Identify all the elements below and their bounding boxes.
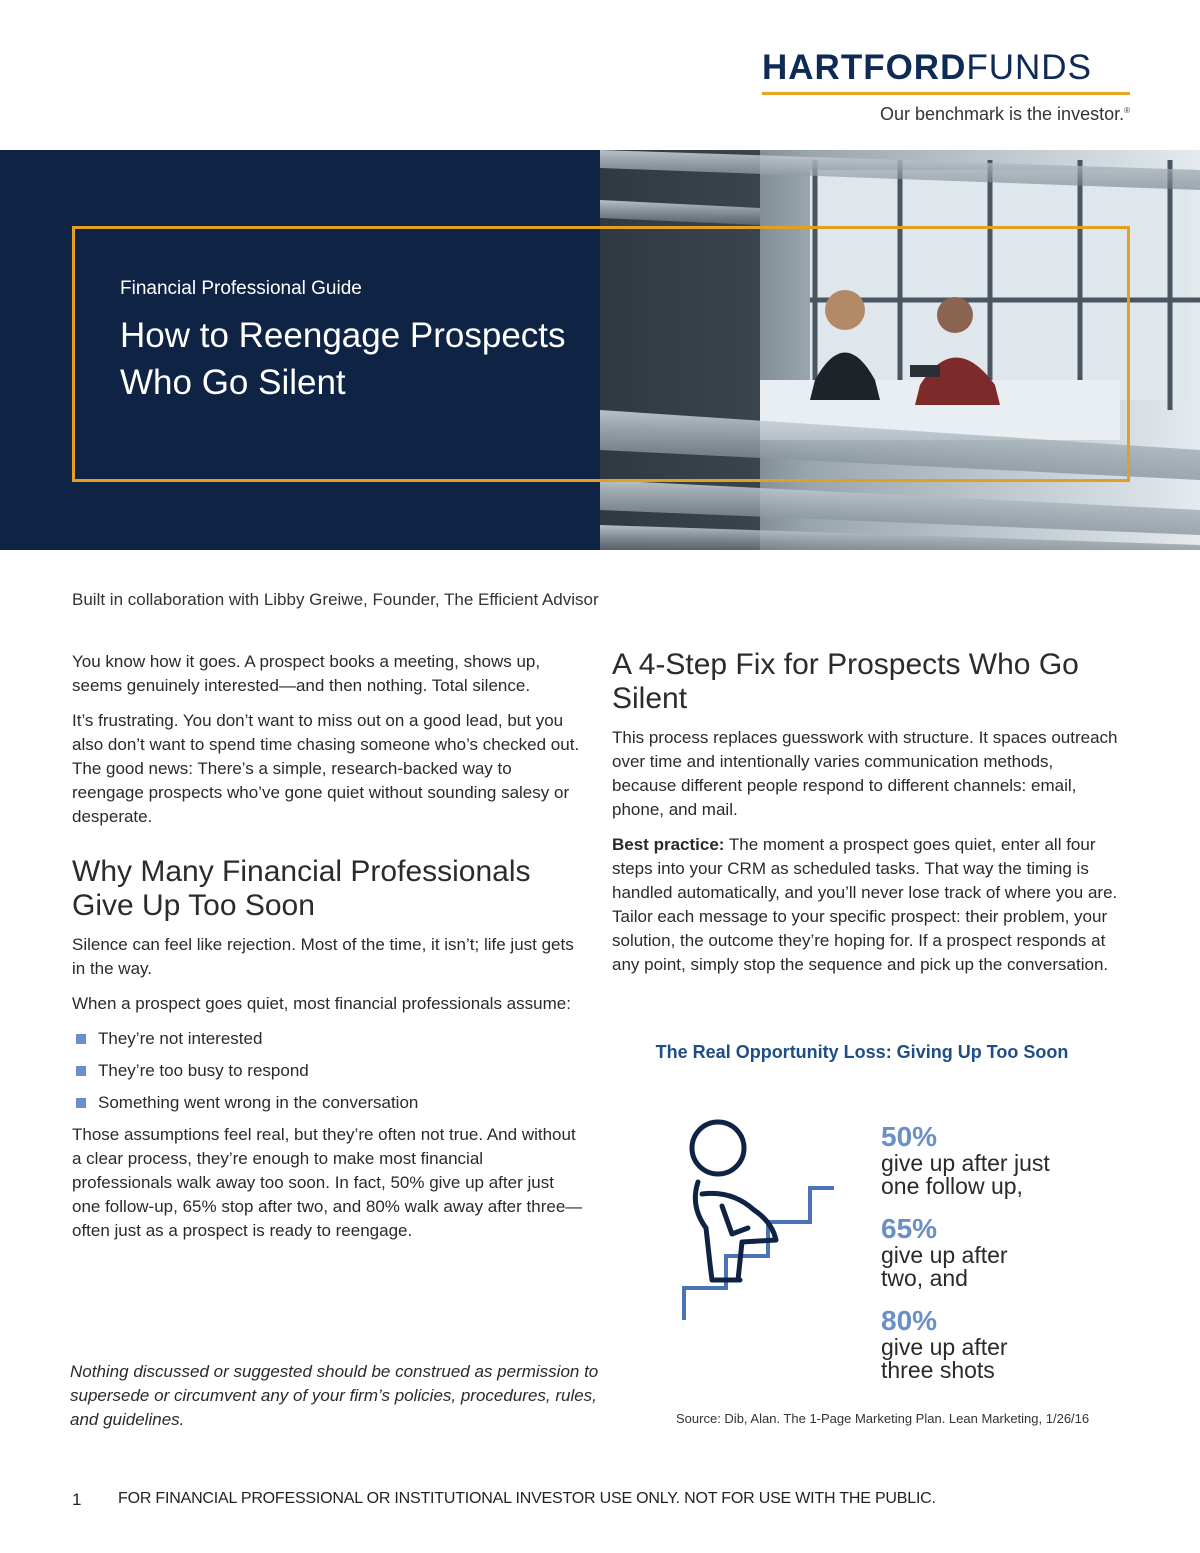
guide-label: Financial Professional Guide — [120, 278, 362, 299]
bullet-square-icon — [76, 1034, 86, 1044]
stat-percent: 50% — [881, 1121, 938, 1152]
logo-wordmark: HARTFORDFUNDS — [762, 48, 1092, 87]
stat-description-1: give up after just — [881, 1150, 1050, 1176]
stat-description-2: one follow up, — [881, 1173, 1023, 1199]
stat-percent: 65% — [881, 1213, 938, 1244]
collaboration-credit: Built in collaboration with Libby Greiwe, Founder, The Efficient Advisor — [72, 590, 599, 609]
assume-paragraph: When a prospect goes quiet, most financial professionals assume: — [72, 994, 571, 1013]
frustration-paragraph: It’s frustrating. You don’t want to miss out on a good lead, but you also don’t want to spend time chasing someone who’s checked out. The good news: There’s a simple, research-backed way to reengage prospects who’ve gone quiet without sounding salesy or desperate. — [72, 711, 580, 826]
stat-65 — [881, 1214, 1141, 1290]
list-item: They’re not interested — [72, 1027, 584, 1051]
assumptions-paragraph: Those assumptions feel real, but they’re often not true. And without a clear process, they’re enough to make most financial professionals walk away too soon. In fact, 50% give up after just one follow-up, 65% stop after two, and 80% walk away after three—often just as a prospect is ready to reengage. — [72, 1125, 583, 1240]
bullet-square-icon — [76, 1098, 86, 1108]
silence-paragraph: Silence can feel like rejection. Most of the time, it isn’t; life just gets in the way. — [72, 935, 574, 978]
stat-description-1: give up after — [881, 1242, 1008, 1268]
stat-percent: 80% — [881, 1305, 938, 1336]
stat-description-2: three shots — [881, 1357, 995, 1383]
page-number: 1 — [72, 1490, 82, 1509]
assumptions-list — [72, 1027, 584, 1115]
disclaimer: Nothing discussed or suggested should be construed as permission to supersede or circumvent any of your firm’s policies, procedures, rules, and guidelines. — [70, 1362, 599, 1429]
stat-description-1: give up after — [881, 1334, 1008, 1360]
logo-rule — [762, 92, 1130, 95]
stat-80 — [881, 1306, 1141, 1382]
person-on-stairs-icon — [672, 1110, 852, 1330]
process-paragraph: This process replaces guesswork with structure. It spaces outreach over time and intentionally varies communication methods, because different people respond to different channels: email, phone, and mail. — [612, 728, 1118, 819]
bullet-square-icon — [76, 1066, 86, 1076]
infographic-title: The Real Opportunity Loss: Giving Up Too Soon — [655, 1042, 1069, 1062]
list-item: They’re too busy to respond — [72, 1059, 584, 1083]
four-step-heading: A 4-Step Fix for Prospects Who Go Silent — [612, 648, 1079, 715]
left-column — [72, 650, 584, 1254]
hartford-funds-logo — [762, 48, 1130, 125]
stat-50 — [881, 1122, 1141, 1198]
best-practice-label: Best practice: — [612, 835, 725, 854]
source-citation: Source: Dib, Alan. The 1-Page Marketing Plan. Lean Marketing, 1/26/16 — [676, 1411, 1090, 1426]
stat-description-2: two, and — [881, 1265, 968, 1291]
intro-paragraph: You know how it goes. A prospect books a meeting, shows up, seems genuinely interested—and then nothing. Total silence. — [72, 652, 541, 695]
right-column — [612, 648, 1122, 988]
why-heading: Why Many Financial Professionals Give Up Too Soon — [72, 855, 531, 922]
list-item: Something went wrong in the conversation — [72, 1091, 584, 1115]
best-practice-paragraph: Best practice: The moment a prospect goes quiet, enter all four steps into your CRM as scheduled tasks. That way the timing is handled automatically, and you’ll never lose track of where you are. Tailor each message to your specific prospect: their problem, your solution, the outcome they’re hoping for. If a prospect responds at any point, simply stop the sequence and pick up the conversation. — [612, 835, 1118, 974]
footer-usage-note: FOR FINANCIAL PROFESSIONAL OR INSTITUTIONAL INVESTOR USE ONLY. NOT FOR USE WITH THE PUBLIC. — [118, 1490, 936, 1507]
logo-tagline: Our benchmark is the investor.® — [879, 104, 1130, 124]
page-title: How to Reengage Prospects Who Go Silent — [120, 316, 566, 402]
